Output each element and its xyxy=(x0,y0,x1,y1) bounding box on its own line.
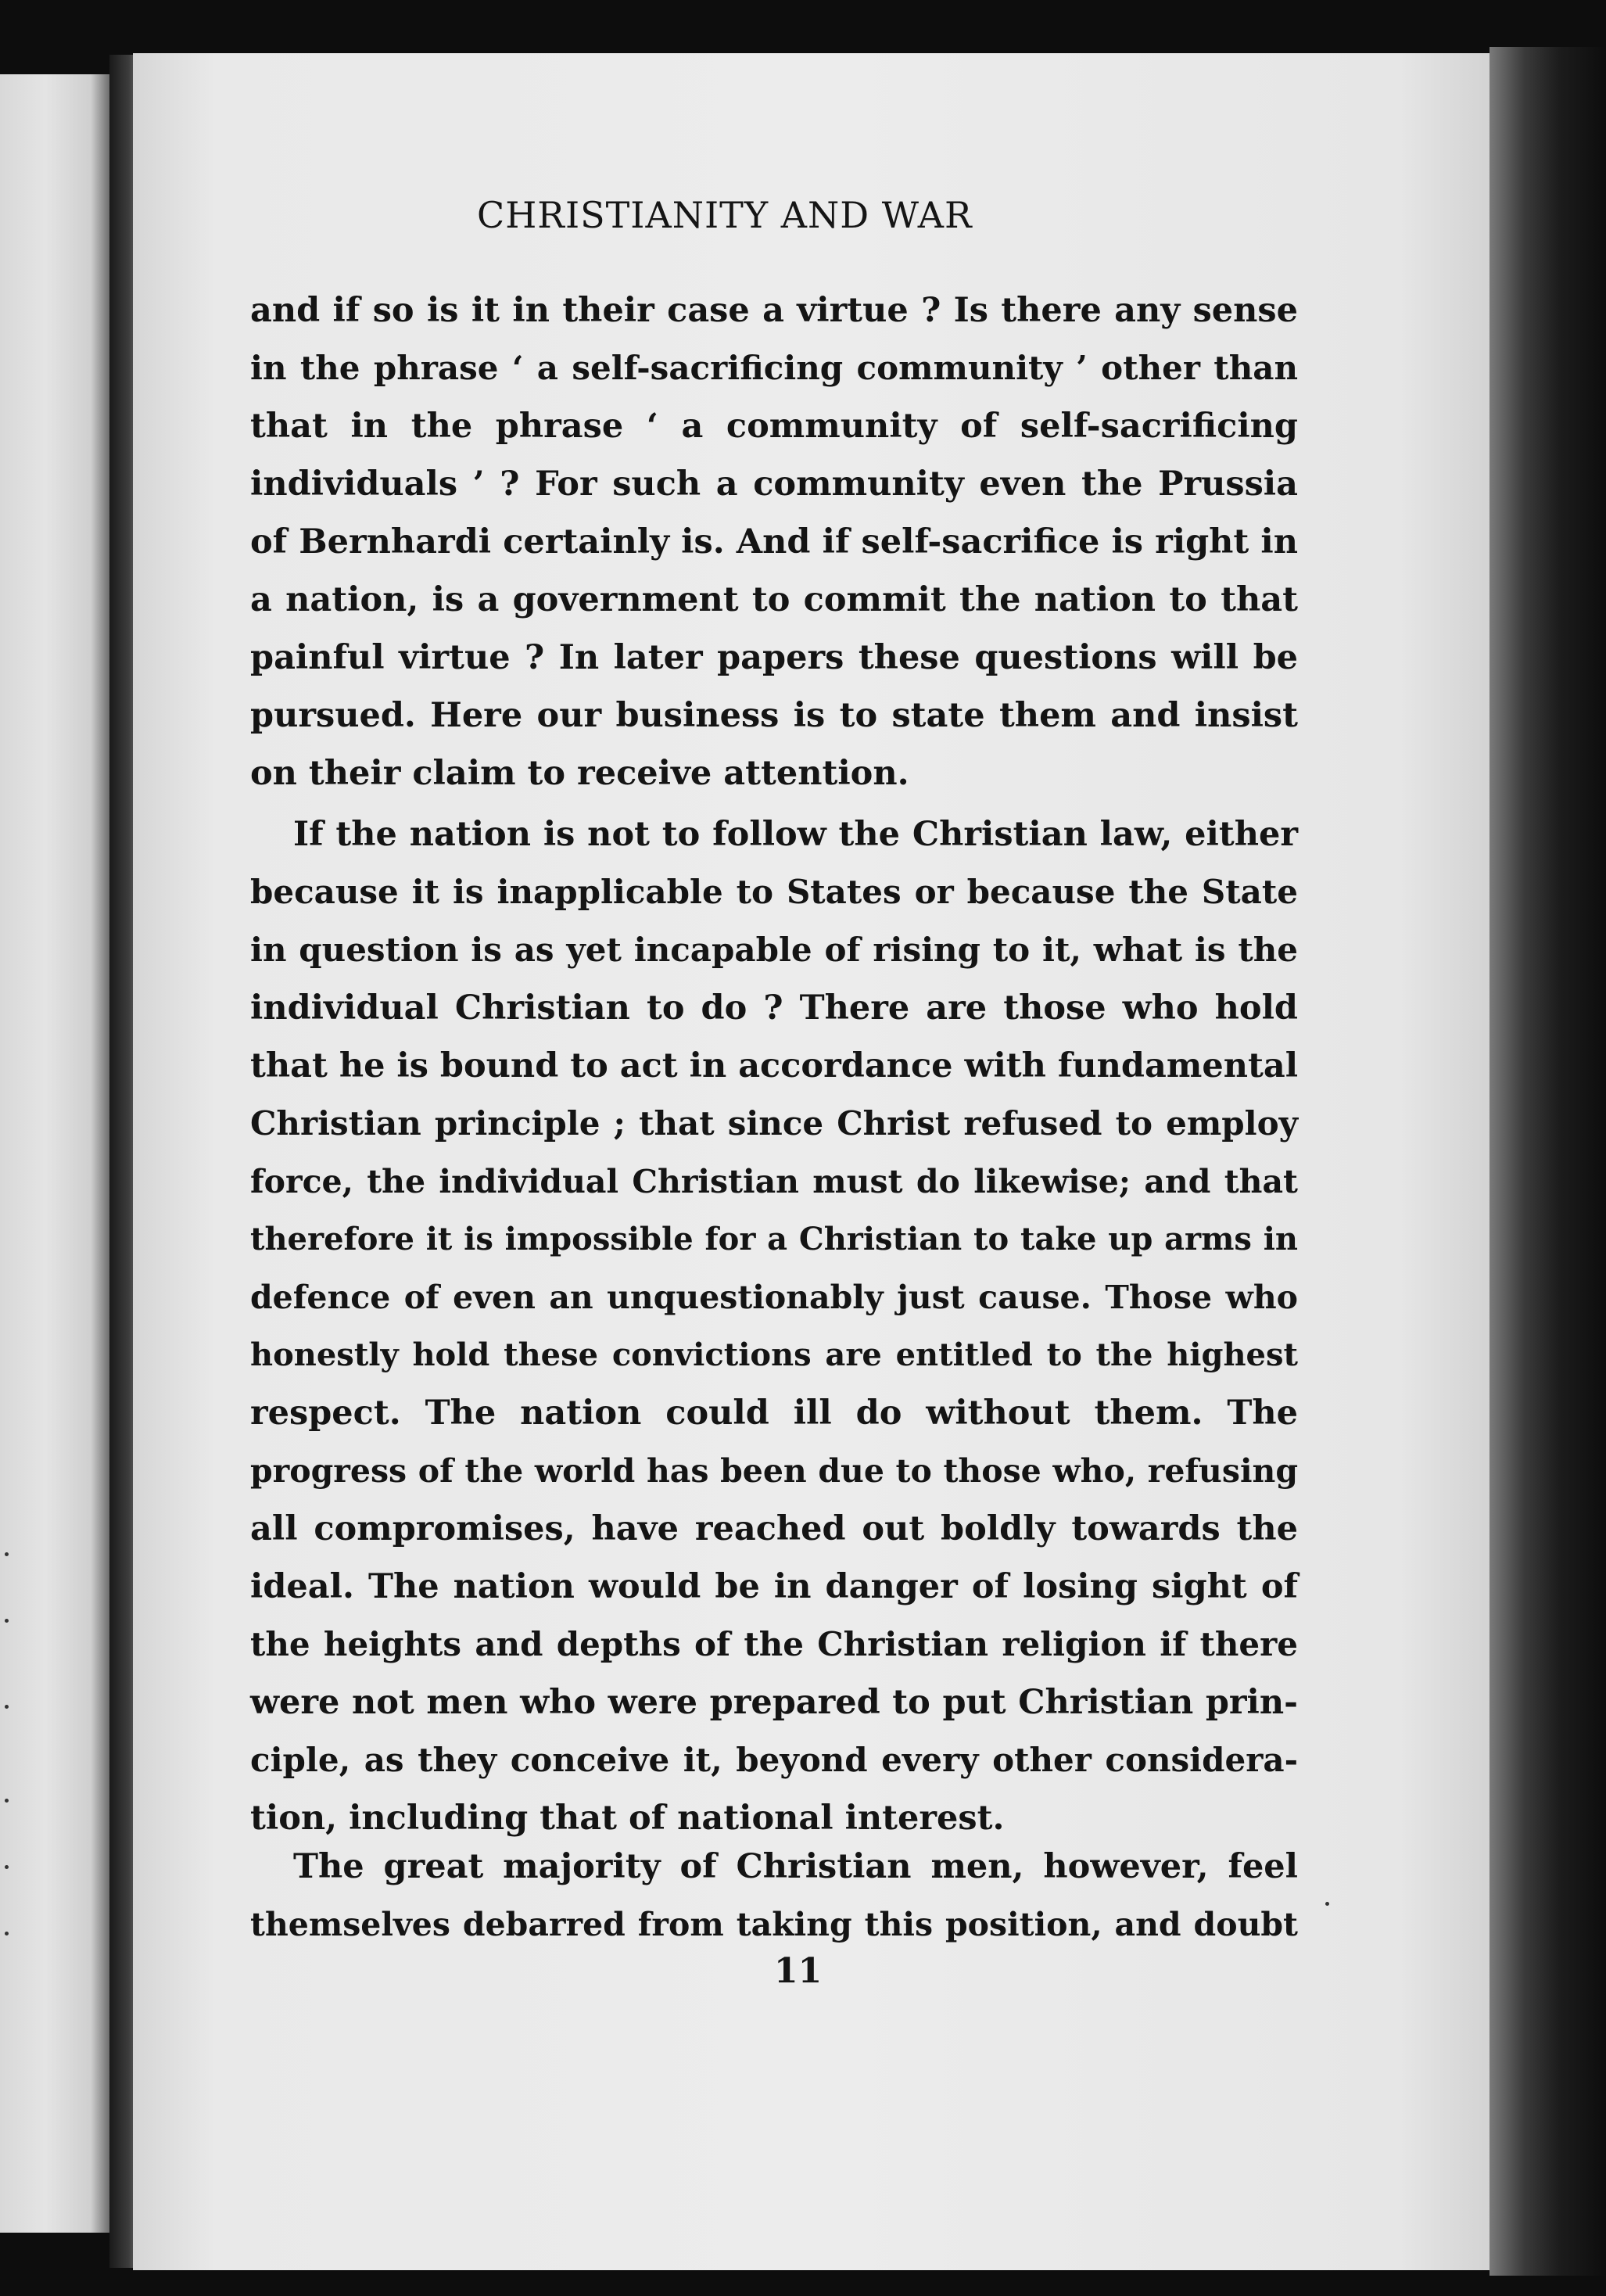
text-line: the heights and depths of the Christian religion if there xyxy=(250,1625,1298,1663)
text-line: all compromises, have reached out boldly towards the xyxy=(250,1509,1298,1548)
text-line: individual Christian to do ? There are those who hold xyxy=(250,988,1298,1028)
text-line: because it is inapplicable to States or because the State xyxy=(250,873,1298,911)
text-line: of Bernhardi certainly is. And if self-sacrifice is right in xyxy=(250,522,1298,561)
text-line: tion, including that of national interest. xyxy=(250,1799,1005,1838)
page-number: 11 xyxy=(774,1951,823,1991)
scan-speck xyxy=(5,1552,9,1556)
text-line: painful virtue ? In later papers these questions will be xyxy=(250,638,1298,677)
scan-speck xyxy=(5,1799,9,1803)
scan-speck xyxy=(5,1705,9,1709)
text-line: progress of the world has been due to those who, refusing xyxy=(250,1452,1298,1490)
text-line: individuals ’ ? For such a community even the Prussia xyxy=(250,465,1298,504)
text-line: were not men who were prepared to put Christian prin- xyxy=(250,1683,1298,1722)
text-line: that in the phrase ‘ a community of self-sacrificing xyxy=(250,407,1298,446)
scan-speck xyxy=(5,1865,9,1869)
text-line: themselves debarred from taking this position, and doubt xyxy=(250,1906,1298,1943)
text-line: The great majority of Christian men, however, feel xyxy=(293,1847,1298,1886)
text-line: a nation, is a government to commit the nation to that xyxy=(250,580,1298,619)
text-line: therefore it is impossible for a Christian to take up arms in xyxy=(250,1221,1298,1257)
text-line: If the nation is not to follow the Christian law, either xyxy=(293,815,1298,854)
text-line: that he is bound to act in accordance with fundamental xyxy=(250,1046,1299,1085)
text-line: honestly hold these convictions are entitled to the highest xyxy=(250,1336,1298,1373)
text-line: on their claim to receive attention. xyxy=(250,754,909,793)
running-head: CHRISTIANITY AND WAR xyxy=(477,194,973,236)
text-line: and if so is it in their case a virtue ? Is there any sense xyxy=(250,291,1298,330)
text-line: respect. The nation could ill do without them. The xyxy=(250,1394,1298,1433)
text-line: ideal. The nation would be in danger of losing sight of xyxy=(250,1567,1298,1606)
text-line: in question is as yet incapable of rising to it, what is the xyxy=(250,931,1298,969)
scan-speck xyxy=(5,1619,9,1623)
scan-speck xyxy=(1325,1902,1329,1906)
text-line: Christian principle ; that since Christ refused to employ xyxy=(250,1104,1298,1143)
book-block-edge xyxy=(1489,47,1606,2276)
text-line: ciple, as they conceive it, beyond every other considera- xyxy=(250,1741,1298,1779)
text-line: pursued. Here our business is to state them and insist xyxy=(250,696,1298,735)
text-line: in the phrase ‘ a self-sacrificing community ’ other than xyxy=(250,349,1298,387)
scan-speck xyxy=(5,1932,9,1935)
facing-page-edge xyxy=(0,74,113,2233)
text-line: defence of even an unquestionably just cause. Those who xyxy=(250,1279,1298,1316)
text-line: force, the individual Christian must do likewise; and that xyxy=(250,1163,1298,1200)
